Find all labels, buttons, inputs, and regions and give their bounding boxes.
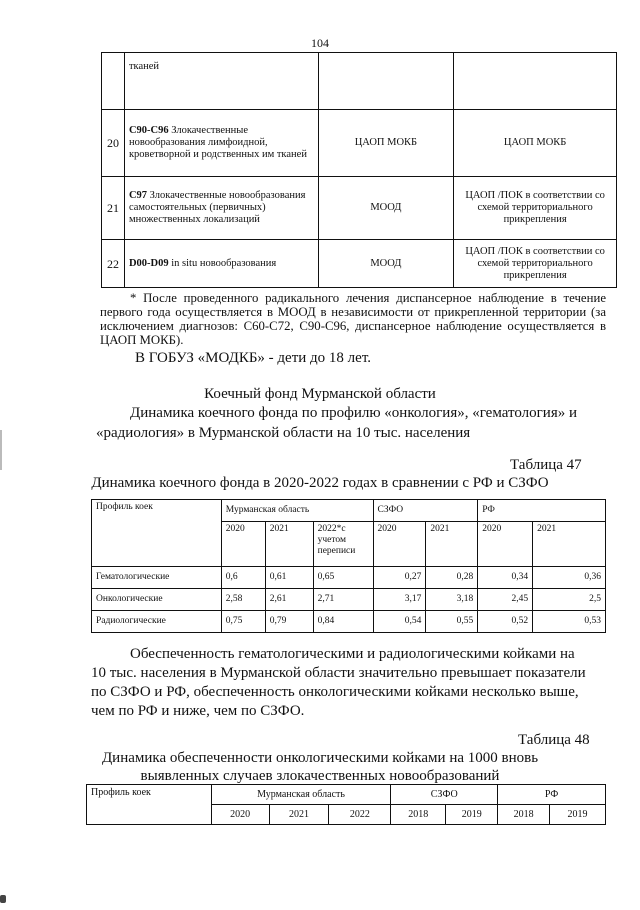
paragraph-line-3: по СЗФО и РФ, обеспеченность онкологическими койками несколько выше, [91,684,579,700]
value-cell: 0,36 [533,567,606,589]
value-cell: 0,52 [478,611,533,633]
value-cell: 0,79 [265,611,313,633]
value-cell: 2,58 [221,589,265,611]
value-cell: 2,61 [265,589,313,611]
section-title: Коечный фонд Мурманской области [204,386,436,402]
followup-cell [454,53,617,110]
rf-header: РФ [498,785,606,805]
institution-cell [318,53,454,110]
row-number: 21 [102,177,125,240]
year-header: 2018 [391,805,446,825]
value-cell: 0,84 [313,611,373,633]
value-cell: 0,6 [221,567,265,589]
row-label: Радиологические [92,611,222,633]
row-label: Гематологические [92,567,222,589]
table48-label: Таблица 48 [518,732,590,748]
szfo-header: СЗФО [391,785,498,805]
year-header: 2020 [478,522,533,567]
paragraph-line-2: 10 тыс. населения в Мурманской области значительно превышает показатели [91,665,586,681]
paragraph-line-1: Обеспеченность гематологическими и радиологическими койками на [130,646,575,662]
beds-table [91,499,606,633]
diagnosis-cell: C97 Злокачественные новообразования самостоятельных (первичных) множественных локализаций [124,177,318,240]
value-cell: 0,34 [478,567,533,589]
rf-header: РФ [478,500,606,522]
value-cell: 2,5 [533,589,606,611]
value-cell: 0,27 [373,567,426,589]
value-cell: 0,65 [313,567,373,589]
table-row [92,611,606,633]
followup-cell: ЦАОП МОКБ [454,110,617,177]
year-header: 2021 [265,522,313,567]
beds-per-1000-table [86,784,606,825]
paragraph-line-4: чем по РФ и ниже, чем по СЗФО. [91,703,305,719]
szfo-header: СЗФО [373,500,478,522]
year-header: 2020 [373,522,426,567]
footnote: * После проведенного радикального лечения диспансерное наблюдение в течение первого года осуществляется в МООД в независимости от прикрепленной территории (за исключением диагнозов: С60-С72, С90-С96, диспансерное наблюдение осуществляется в ЦАОП МОКБ). [100,291,606,347]
section-subtitle: Динамика коечного фонда по профилю «онкология», «гематология» и [130,405,577,421]
institution-cell: ЦАОП МОКБ [318,110,454,177]
value-cell: 2,71 [313,589,373,611]
year-header: 2020 [221,522,265,567]
value-cell: 2,45 [478,589,533,611]
table48-title-line2: выявленных случаев злокачественных новообразований [140,768,500,784]
murmansk-header: Мурманская область [211,785,391,805]
row-number: 22 [102,240,125,288]
scan-edge-mark [0,430,2,470]
row-label: Онкологические [92,589,222,611]
profile-header: Профиль коек [87,785,212,825]
value-cell: 0,61 [265,567,313,589]
row-number: 20 [102,110,125,177]
value-cell: 0,54 [373,611,426,633]
year-header: 2019 [446,805,498,825]
value-cell: 0,55 [426,611,478,633]
table47-label: Таблица 47 [510,457,582,473]
institution-cell: МООД [318,240,454,288]
value-cell: 0,75 [221,611,265,633]
table47-title: Динамика коечного фонда в 2020-2022 годах в сравнении с РФ и СЗФО [91,475,549,491]
table-row [92,589,606,611]
institution-cell: МООД [318,177,454,240]
year-header: 2020 [211,805,269,825]
table-row [102,177,617,240]
year-header: 2022 [329,805,391,825]
year-header: 2021 [533,522,606,567]
year-header: 2019 [550,805,606,825]
children-note: В ГОБУЗ «МОДКБ» - дети до 18 лет. [135,350,372,366]
year-header: 2022*с учетом переписи [313,522,373,567]
value-cell: 0,28 [426,567,478,589]
diagnosis-cell: D00-D09 in situ новообразования [124,240,318,288]
value-cell: 3,17 [373,589,426,611]
section-subtitle-line2: «радиология» в Мурманской области на 10 тыс. населения [96,425,471,441]
table-row [102,110,617,177]
profile-header: Профиль коек [92,500,222,567]
value-cell: 3,18 [426,589,478,611]
diagnosis-cell: C90-C96 Злокачественные новообразования лимфоидной, кроветворной и родственных им тканей [124,110,318,177]
dispensary-table [101,52,617,288]
row-number [102,53,125,110]
diagnosis-cell: тканей [124,53,318,110]
table-row [92,567,606,589]
year-header: 2018 [498,805,550,825]
scan-corner-mark [0,895,6,903]
year-header: 2021 [426,522,478,567]
page-number: 104 [311,36,329,50]
table-row [102,53,617,110]
followup-cell: ЦАОП /ПОК в соответствии со схемой территориального прикрепления [454,240,617,288]
value-cell: 0,53 [533,611,606,633]
year-header: 2021 [269,805,329,825]
followup-cell: ЦАОП /ПОК в соответствии со схемой территориального прикрепления [454,177,617,240]
murmansk-header: Мурманская область [221,500,373,522]
table48-title: Динамика обеспеченности онкологическими койками на 1000 вновь [101,750,539,766]
table-row [102,240,617,288]
